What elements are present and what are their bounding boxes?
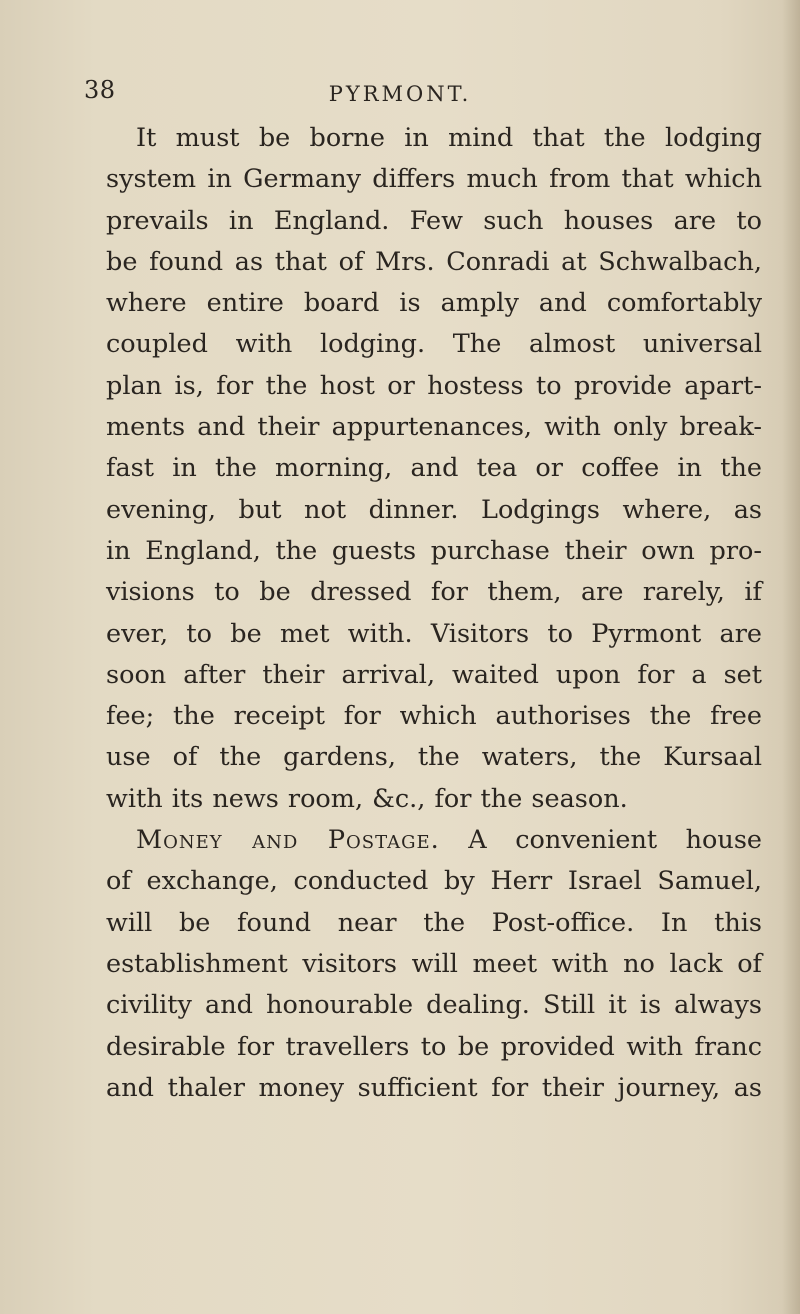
text-line: system in Germany differs much from that which xyxy=(106,164,762,195)
section-first-line xyxy=(106,820,762,861)
text-line: be found as that of Mrs. Conradi at Schwalbach, xyxy=(106,246,762,277)
text-line: of exchange, conducted by Herr Israel Samuel, xyxy=(106,866,762,897)
text-line: with its news room, &c., for the season. xyxy=(106,783,628,814)
section-first-line-text: A convenient house xyxy=(468,825,763,856)
text-line: in England, the guests purchase their own pro- xyxy=(106,535,762,566)
text-line: will be found near the Post-office. In this xyxy=(106,907,762,938)
text-line: fee; the receipt for which authorises the free xyxy=(106,701,762,732)
text-line: civility and honourable dealing. Still it is always xyxy=(106,990,762,1021)
page-edge-shadow xyxy=(782,0,800,1314)
text-line: ments and their appurtenances, with only break- xyxy=(106,412,762,443)
text-line: fast in the morning, and tea or coffee in the xyxy=(106,453,762,484)
text-line: where entire board is amply and comfortably xyxy=(106,288,762,319)
body-text xyxy=(106,118,762,1109)
text-line: ever, to be met with. Visitors to Pyrmont are xyxy=(106,618,762,649)
text-line: coupled with lodging. The almost universal xyxy=(106,329,762,360)
text-line: soon after their arrival, waited upon for a set xyxy=(106,659,762,690)
text-line: visions to be dressed for them, are rarely, if xyxy=(106,577,762,608)
text-line: establishment visitors will meet with no lack of xyxy=(106,948,762,979)
text-line: It must be borne in mind that the lodging xyxy=(136,123,762,153)
page-number: 38 xyxy=(84,76,116,104)
text-line: desirable for travellers to be provided with franc xyxy=(106,1031,762,1062)
text-line: plan is, for the host or hostess to provide apart- xyxy=(106,370,762,401)
text-line: evening, but not dinner. Lodgings where, as xyxy=(106,494,762,525)
text-line: and thaler money sufficient for their journey, as xyxy=(106,1072,762,1103)
text-line: use of the gardens, the waters, the Kursaal xyxy=(106,742,762,773)
section-heading: Money and Postage. xyxy=(136,825,440,856)
text-line: prevails in England. Few such houses are to xyxy=(106,205,762,236)
running-head: PYRMONT. xyxy=(328,82,472,106)
